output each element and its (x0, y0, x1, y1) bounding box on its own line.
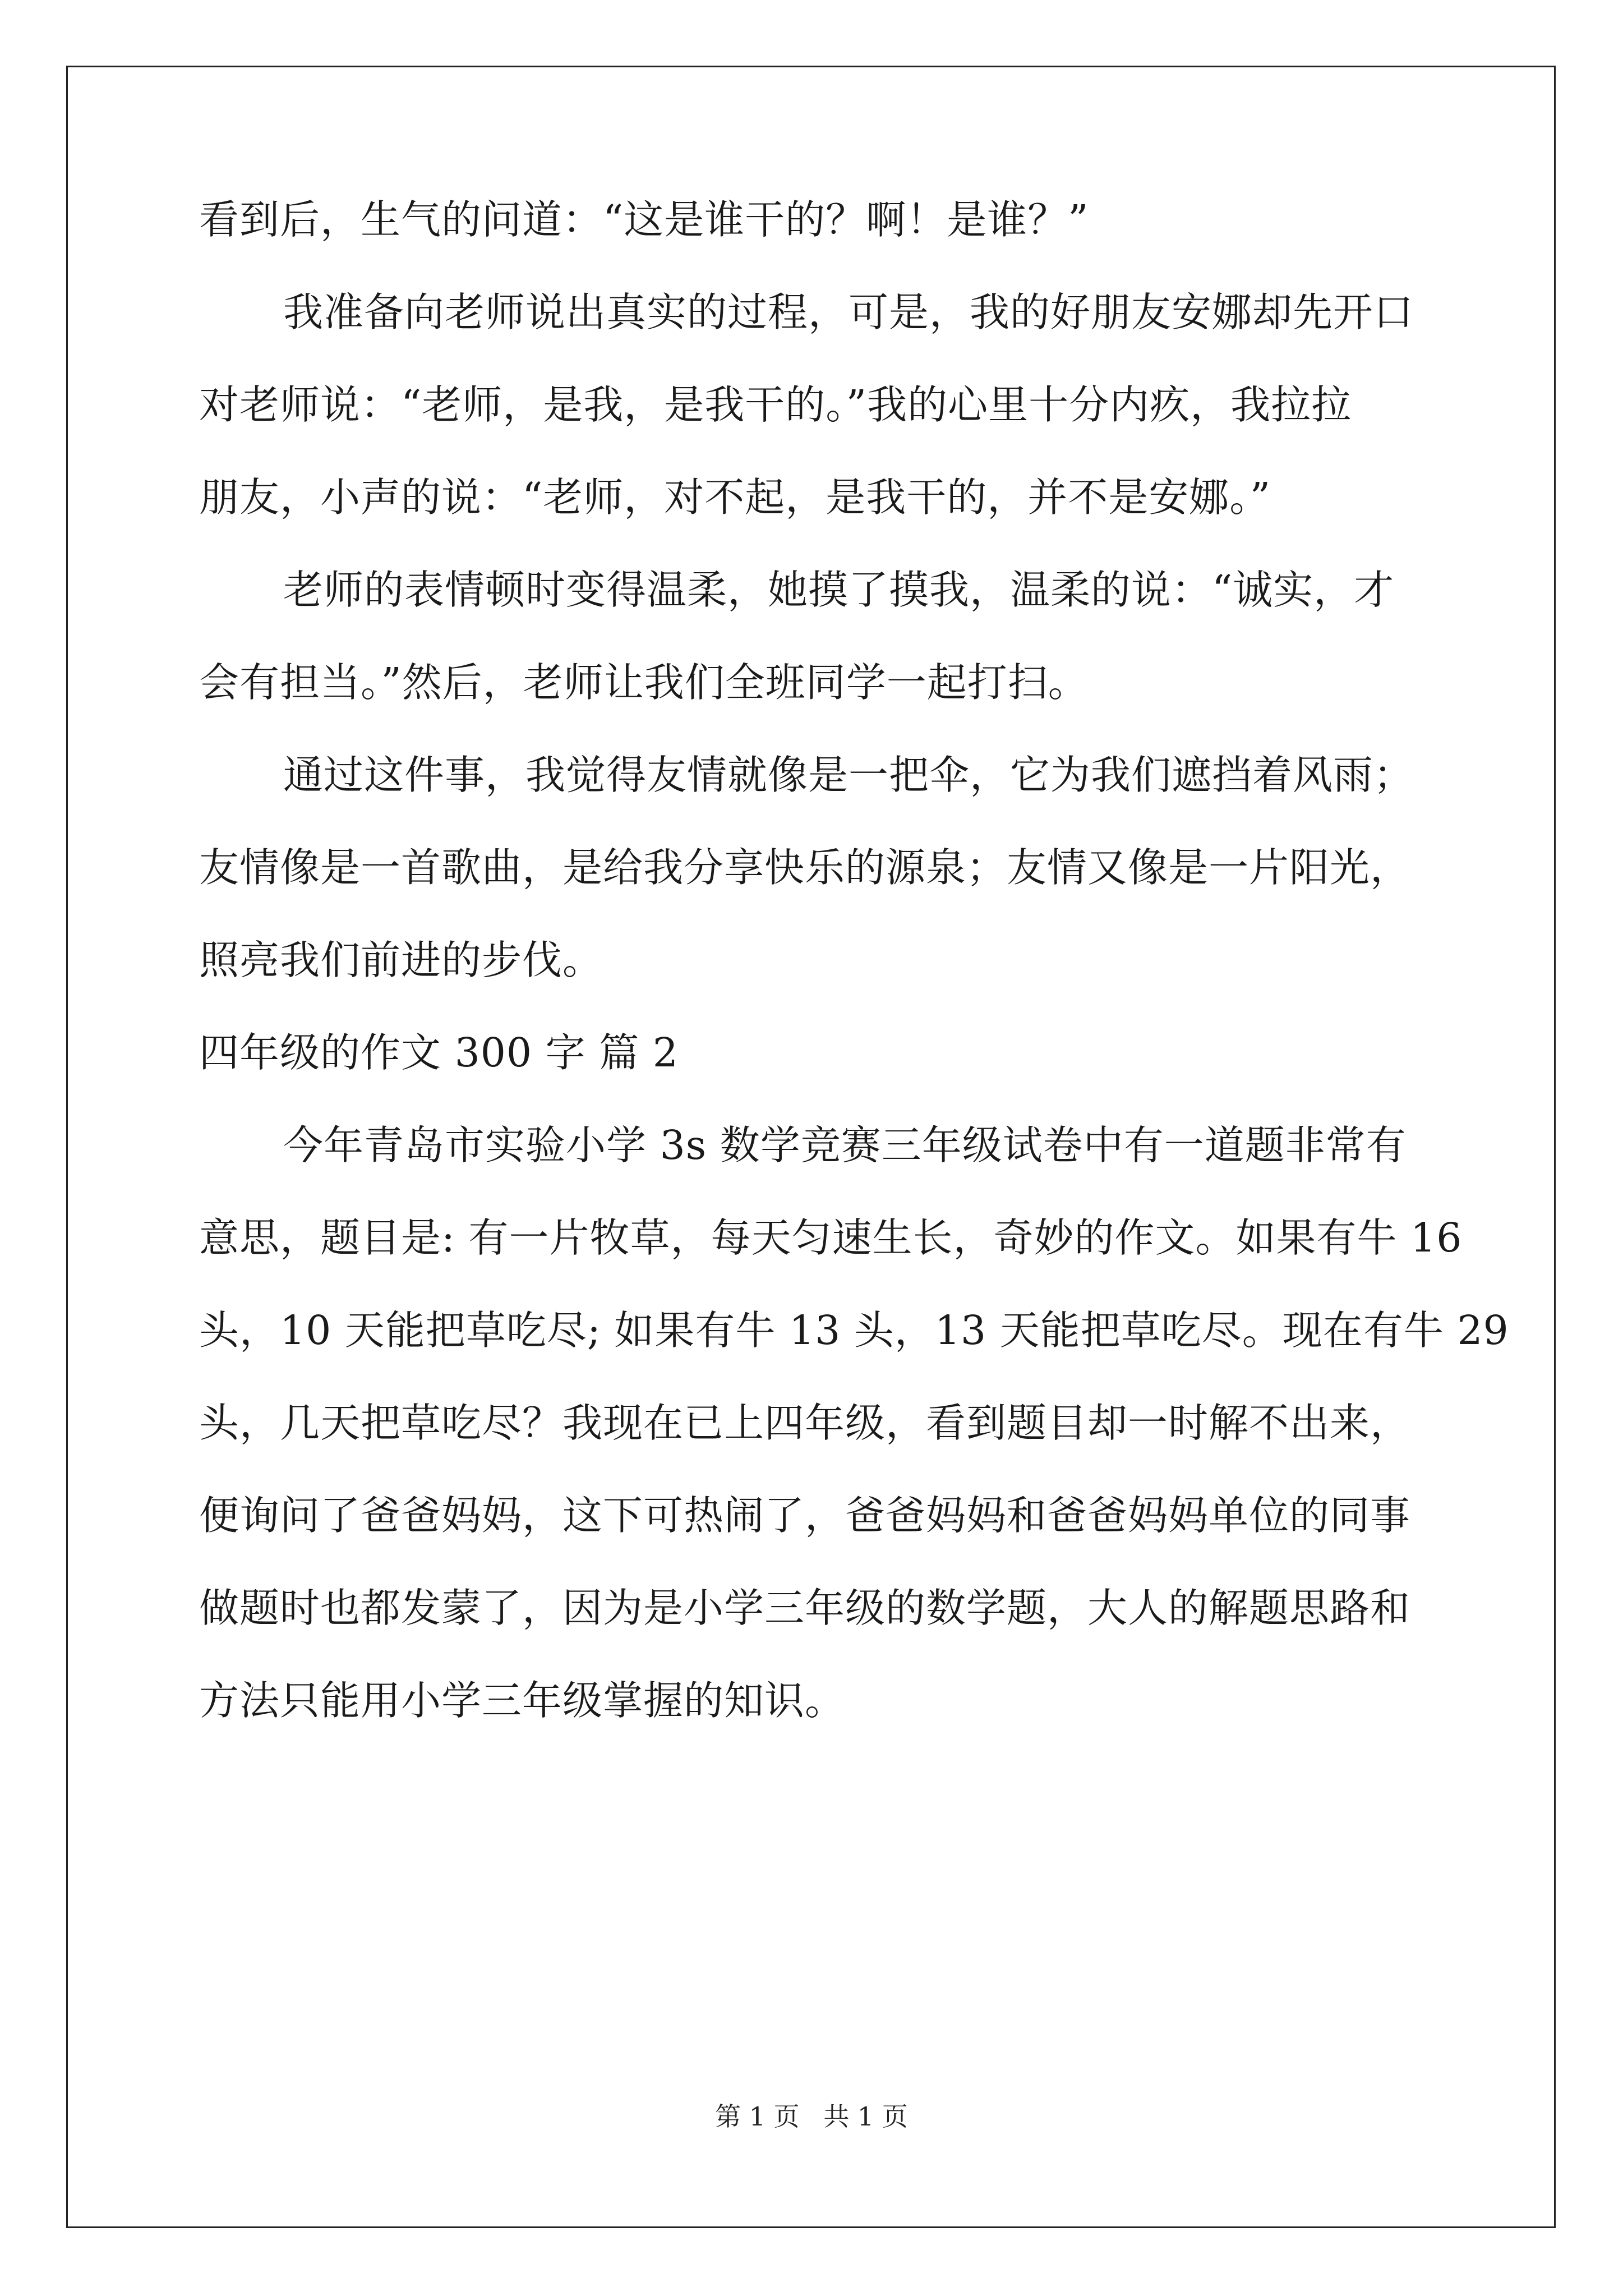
paragraph-line: 方法只能用小学三年级掌握的知识。 (199, 1677, 846, 1724)
paragraph-line: 意思，题目是: 有一片牧草，每天匀速生长，奇妙的作文。如果有牛 16 (199, 1214, 1463, 1261)
paragraph-line: 我准备向老师说出真实的过程，可是，我的好朋友安娜却先开口 (283, 289, 1414, 335)
paragraph-line: 朋友，小声的说：“老师，对不起，是我干的，并不是安娜。” (199, 474, 1271, 521)
page-footer (0, 2101, 1623, 2132)
page-number: 第 1 页 (715, 2101, 800, 2132)
paragraph-line: 友情像是一首歌曲，是给我分享快乐的源泉；友情又像是一片阳光， (199, 844, 1411, 891)
paragraph-line: 头，10 天能把草吃尽; 如果有牛 13 头，13 天能把草吃尽。现在有牛 29 (199, 1307, 1509, 1354)
paragraph-line: 会有担当。”然后，老师让我们全班同学一起打扫。 (199, 659, 1089, 706)
page-total: 共 1 页 (823, 2101, 908, 2132)
paragraph-line: 便询问了爸爸妈妈，这下可热闹了，爸爸妈妈和爸爸妈妈单位的同事 (199, 1492, 1411, 1539)
paragraph-line: 老师的表情顿时变得温柔，她摸了摸我，温柔的说：“诚实，才 (283, 567, 1395, 613)
paragraph-line: 照亮我们前进的步伐。 (199, 937, 603, 983)
paragraph-line: 通过这件事，我觉得友情就像是一把伞，它为我们遮挡着风雨； (283, 752, 1414, 798)
paragraph-line: 看到后，生气的问道：“这是谁干的？啊！是谁？” (199, 196, 1089, 243)
paragraph-line: 做题时也都发蒙了，因为是小学三年级的数学题，大人的解题思路和 (199, 1585, 1411, 1631)
paragraph-line: 对老师说：“老师，是我，是我干的。”我的心里十分内疚，我拉拉 (199, 381, 1352, 428)
paragraph-line: 今年青岛市实验小学 3s 数学竞赛三年级试卷中有一道题非常有 (283, 1122, 1407, 1168)
paragraph-line: 头，几天把草吃尽？我现在已上四年级，看到题目却一时解不出来， (199, 1400, 1411, 1446)
section-heading: 四年级的作文 300 字 篇 2 (199, 1029, 679, 1076)
